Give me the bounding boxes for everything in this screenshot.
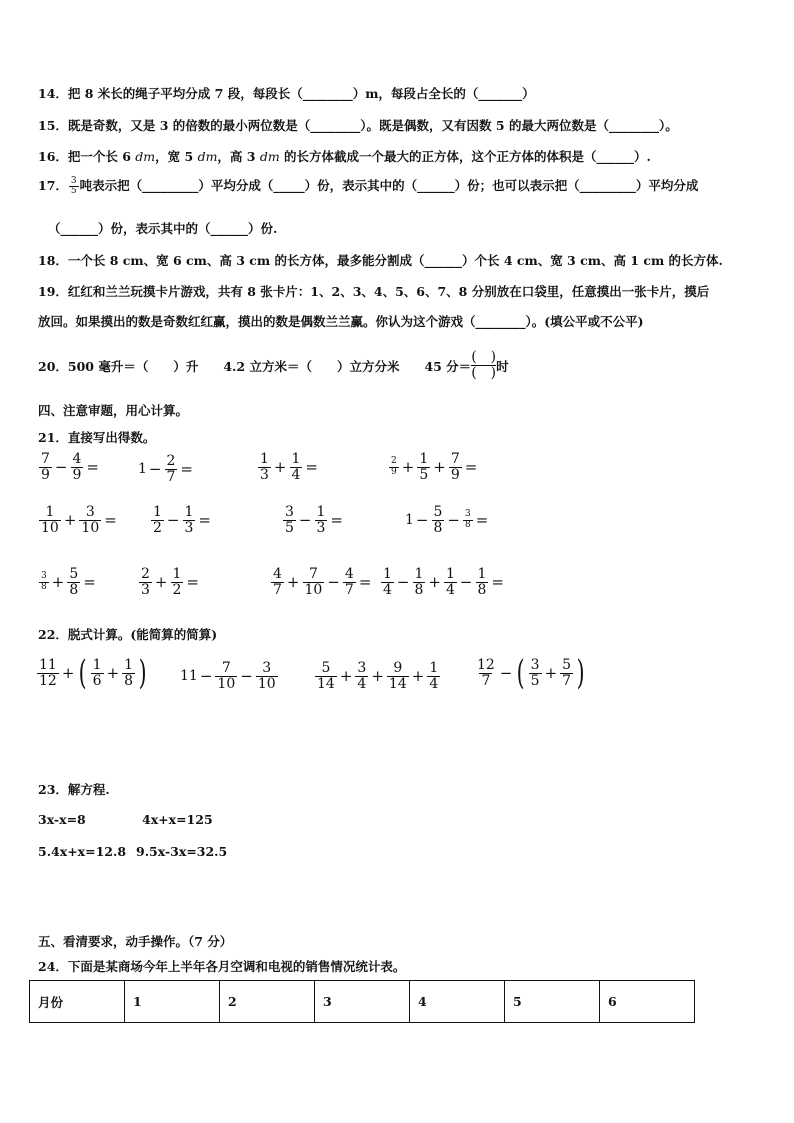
operator: =: [186, 573, 199, 592]
fraction: $\frac{3}{5}$: [285, 504, 294, 536]
calc-expr: [138, 567, 201, 597]
operator: =: [358, 573, 372, 592]
fraction: $\frac{3}{4}$: [357, 660, 367, 692]
question-18: 18．一个长 8 cm、宽 6 cm、高 3 cm 的长方体，最多能分割成（______）个长 4 cm、宽 3 cm、高 1 cm 的长方体.: [38, 253, 723, 268]
operator: −: [54, 458, 68, 477]
operator: +: [51, 573, 65, 592]
equation: 4x+x=125: [142, 812, 213, 827]
question-21: 21．直接写出得数。: [38, 430, 156, 445]
fraction: $\frac{1}{3}$: [184, 504, 194, 536]
fraction: $\frac{3}{10}$: [257, 660, 276, 692]
calc-expr: [282, 505, 345, 535]
fraction: $\frac{7}{10}$: [304, 566, 323, 598]
question-24: 24．下面是某商场今年上半年各月空调和电视的销售情况统计表。: [38, 959, 406, 974]
calc-expr: [380, 567, 506, 597]
operator: +: [428, 573, 441, 592]
fraction: $\frac{5}{8}$: [69, 566, 79, 598]
fraction: $\frac{1}{5}$: [419, 451, 429, 483]
fraction: $\frac{5}{7}$: [562, 656, 572, 689]
fraction: $\frac{7}{9}$: [41, 451, 50, 483]
equation: 9.5x-3x=32.5: [136, 844, 228, 859]
calc-expr: [38, 567, 98, 597]
operator: +: [433, 458, 446, 477]
fraction: $\frac{1}{6}$: [92, 656, 102, 689]
fraction: $\frac{1}{8}$: [124, 656, 134, 689]
fraction: $\frac{7}{9}$: [450, 451, 460, 483]
question-19: 19．红红和兰兰玩摸卡片游戏，共有 8 张卡片：1、2、3、4、5、6、7、8 分别放在口袋里，任意摸出一张卡片，摸后: [38, 284, 710, 299]
calc-expr: [150, 505, 213, 535]
equation: 5.4x+x=12.8: [38, 844, 127, 859]
fraction: $\frac{1}{3}$: [316, 504, 326, 536]
operator: +: [544, 664, 558, 682]
operator: −: [396, 573, 410, 592]
fraction: $\frac{5}{8}$: [433, 504, 443, 536]
operator: −: [327, 573, 340, 592]
table-cell: 2: [220, 981, 315, 1023]
question-22: 22．脱式计算。(能简算的简算): [38, 627, 218, 642]
parenthesis: ): [576, 653, 585, 693]
operator: +: [401, 458, 415, 477]
calc-expr: 11 − $\frac{7}{10}$ − $\frac{3}{10}$: [180, 660, 276, 692]
fraction: $\frac{2}{9}$: [391, 456, 397, 477]
calc-expr: 1 − $\frac{2}{7}$ =: [138, 453, 193, 485]
sales-table: [29, 980, 695, 1023]
calc-expr: [36, 653, 149, 693]
operator: +: [106, 664, 120, 682]
operator: +: [63, 511, 77, 530]
fraction: $\frac{3}{5}$: [530, 656, 540, 689]
fraction: $\frac{12}{7}$: [477, 656, 495, 689]
operator: =: [464, 458, 478, 477]
operator: +: [273, 458, 287, 477]
fraction: $\frac{1}{4}$: [446, 566, 455, 598]
calc-expr: [388, 452, 479, 482]
operator: −: [166, 511, 180, 530]
question-15: 15．既是奇数，又是 3 的倍数的最小两位数是（________）。既是偶数，又有因数 5 的最大两位数是（________）。: [38, 118, 678, 133]
equation: 3x-x=8: [38, 812, 86, 827]
table-cell: 5: [505, 981, 600, 1023]
fraction: $\frac{2}{7}$: [166, 453, 176, 485]
operator: =: [491, 573, 504, 592]
operator: =: [305, 458, 318, 477]
operator: =: [330, 511, 343, 530]
fraction: $\frac{1}{8}$: [414, 566, 424, 598]
calc-expr: [314, 661, 441, 691]
fraction: $\frac{7}{10}$: [217, 660, 236, 692]
fraction: $\frac{1}{3}$: [260, 451, 269, 483]
question-16: 16．把一个长 6 dm，宽 5 dm，高 3 dm 的长方体截成一个最大的正方体，这个正方体的体积是（______）.: [38, 149, 651, 164]
question-19-cont: 放回。如果摸出的数是奇数红红赢，摸出的数是偶数兰兰赢。你认为这个游戏（________）。(填公平或不公平): [38, 314, 644, 329]
section-4-title: 四、注意审题，用心计算。: [38, 403, 189, 418]
fraction: $\frac{3}{10}$: [81, 504, 100, 536]
question-20: 20．500 毫升＝（ ）升 4.2 立方米＝（ ）立方分米 45 分＝ $\frac{( )}{( )}$ 时: [38, 349, 509, 382]
fraction: $\frac{4}{7}$: [344, 566, 354, 598]
fraction: $\frac{3}{8}$: [41, 571, 47, 592]
operator: −: [447, 511, 460, 530]
calc-expr: [270, 567, 373, 597]
operator: =: [83, 573, 96, 592]
operator: −: [148, 460, 162, 479]
calc-expr: [38, 505, 119, 535]
fraction: $\frac{1}{2}$: [153, 504, 162, 536]
fraction: $\frac{1}{4}$: [429, 660, 439, 692]
operator: +: [286, 573, 300, 592]
operator: −: [240, 667, 253, 686]
table-cell: 1: [125, 981, 220, 1023]
operator: −: [415, 511, 429, 530]
section-5-title: 五、看清要求，动手操作。（7 分）: [38, 934, 233, 949]
operator: −: [459, 573, 473, 592]
table-cell: 3: [315, 981, 410, 1023]
fraction: $\frac{2}{3}$: [141, 566, 150, 598]
fraction: $\frac{9}{14}$: [388, 660, 407, 692]
fraction: $\frac{11}{12}$: [39, 656, 57, 689]
table-row: [30, 981, 695, 1023]
operator: +: [371, 667, 384, 686]
calc-expr: [257, 452, 320, 482]
operator: +: [154, 573, 168, 592]
fraction: $\frac{1}{8}$: [477, 566, 487, 598]
fraction: $\frac{4}{9}$: [72, 451, 82, 483]
parenthesis: ): [138, 653, 147, 693]
fraction: $\frac{3}{5}$: [70, 175, 77, 196]
question-23: 23．解方程.: [38, 782, 110, 797]
table-cell: 4: [410, 981, 505, 1023]
operator: −: [499, 664, 513, 682]
operator: =: [86, 458, 99, 477]
fraction: $\frac{1}{10}$: [41, 504, 59, 536]
operator: =: [198, 511, 211, 530]
question-14: 14．把 8 米长的绳子平均分成 7 段，每段长（________）m，每段占全长的（_______）: [38, 86, 535, 101]
operator: +: [61, 664, 75, 682]
parenthesis: (: [517, 653, 526, 693]
fraction: $\frac{3}{8}$: [465, 509, 471, 530]
operator: =: [180, 460, 193, 479]
table-cell: 6: [600, 981, 695, 1023]
calc-expr: [474, 653, 587, 693]
operator: =: [104, 511, 117, 530]
calc-expr: 1 − $\frac{5}{8}$ − $\frac{3}{8}$ =: [405, 504, 489, 536]
fraction: $\frac{1}{4}$: [291, 451, 301, 483]
calc-expr: [38, 452, 101, 482]
operator: +: [411, 667, 425, 686]
fraction: $\frac{4}{7}$: [273, 566, 282, 598]
fraction: $\frac{1}{2}$: [172, 566, 182, 598]
fraction: $\frac{5}{14}$: [317, 660, 335, 692]
fraction: $\frac{1}{4}$: [383, 566, 392, 598]
table-header-cell: 月份: [30, 981, 125, 1023]
operator: −: [298, 511, 312, 530]
question-17-cont: （______）份，表示其中的（______）份.: [48, 221, 278, 236]
blank-fraction: $\frac{( )}{( )}$: [471, 349, 497, 382]
parenthesis: (: [79, 653, 88, 693]
operator: −: [199, 667, 213, 686]
question-17: 17． $\frac{3}{5}$ 吨表示把（_________）平均分成（_____）份，表示其中的（______）份；也可以表示把（_________）平均分成: [38, 175, 699, 196]
operator: =: [475, 511, 489, 530]
operator: +: [339, 667, 353, 686]
